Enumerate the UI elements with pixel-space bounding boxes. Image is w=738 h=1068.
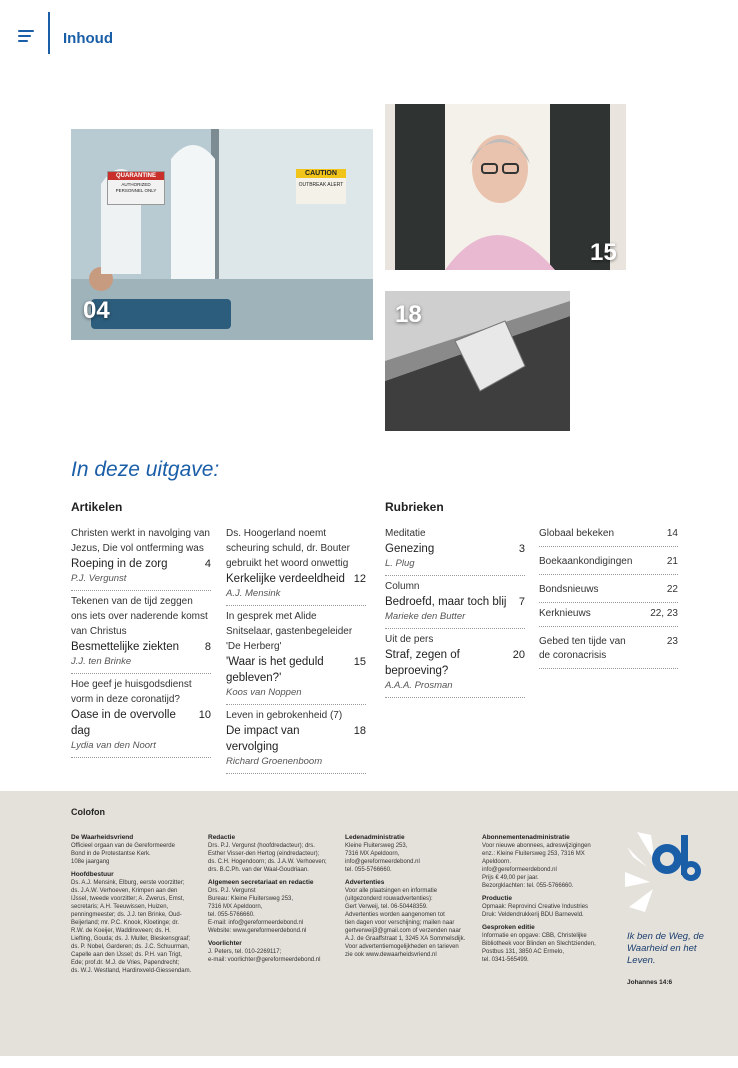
- entry-author: P.J. Vergunst: [71, 573, 127, 584]
- entry-page: 23: [666, 636, 678, 647]
- colophon: [0, 791, 738, 1056]
- entry-title: Bondsnieuws: [539, 584, 599, 595]
- entry-page: 7: [518, 596, 525, 608]
- entry-page: 22: [666, 584, 678, 595]
- colophon-title: Colofon: [71, 807, 105, 817]
- entry-intro: Hoe geef je huisgodsdienst vorm in deze coronatijd?: [71, 679, 192, 705]
- toc-entry[interactable]: [385, 523, 525, 576]
- colophon-heading: Redactie: [208, 834, 236, 841]
- colophon-heading: De Waarheidsvriend: [71, 834, 134, 841]
- entry-title: Boekaankondigingen: [539, 556, 633, 567]
- photo-page-number: 04: [83, 297, 110, 324]
- entry-page: 15: [353, 656, 366, 668]
- motto: Ik ben de Weg, de Waarheid en het Leven.: [627, 931, 704, 966]
- colophon-heading: Algemeen secretariaat en redactie: [208, 879, 314, 886]
- entry-title: Besmettelijke ziekten: [71, 641, 180, 653]
- entry-page: 14: [666, 528, 678, 539]
- entry-page: 20: [512, 649, 525, 661]
- entry-intro: Column: [385, 581, 420, 592]
- entry-title: Globaal bekeken: [539, 528, 615, 539]
- colophon-heading: Advertenties: [345, 879, 385, 886]
- issue-heading: In deze uitgave:: [71, 458, 220, 481]
- entry-author: Richard Groenenboom: [226, 756, 323, 767]
- page-title: Inhoud: [63, 30, 113, 47]
- entry-author: Marieke den Butter: [385, 611, 466, 622]
- colophon-heading: Ledenadministratie: [345, 834, 405, 841]
- entry-page: 3: [518, 543, 525, 555]
- colophon-heading: Voorlichter: [208, 940, 242, 947]
- toc-entry[interactable]: [539, 551, 678, 575]
- colophon-text: J. Peters, tel. 010-2269117; e-mail: voorlichter@gereformeerdebond.nl: [208, 949, 321, 963]
- entry-author: J.J. ten Brinke: [71, 656, 132, 667]
- colophon-text: Drs. P.J. Vergunst Bureau: Kleine Fluitersweg 253, 7316 MX Apeldoorn, tel. 055-5766660. E-mail: info@gereformeerdebond.nl Website: www.gereformeerdebond.nl: [208, 888, 307, 934]
- entry-author: Koos van Noppen: [226, 687, 302, 698]
- photo-article-04[interactable]: [71, 129, 373, 340]
- colophon-column-3: [345, 829, 475, 959]
- caution-sign: CAUTION OUTBREAK ALERT: [298, 170, 344, 188]
- entry-author: L. Plug: [385, 558, 415, 569]
- entry-title: Bedroefd, maar toch blij: [385, 596, 507, 608]
- toc-entry[interactable]: [539, 579, 678, 603]
- artikelen-column-2: [226, 523, 366, 774]
- entry-intro: Meditatie: [385, 528, 426, 539]
- artikelen-column-1: [71, 523, 211, 758]
- entry-title: Oase in de overvolle dag: [71, 709, 176, 737]
- toc-entry[interactable]: [71, 591, 211, 674]
- colophon-heading: Abonnementenadministratie: [482, 834, 570, 841]
- colophon-text: Officieel orgaan van de Gereformeerde Bond in de Protestantse Kerk. 108e jaargang: [71, 843, 175, 865]
- rubrieken-column-2: [539, 523, 678, 669]
- entry-title: Roeping in de zorg: [71, 558, 168, 570]
- colophon-heading: Hoofdbestuur: [71, 871, 114, 878]
- entry-page: 4: [204, 558, 211, 570]
- toc-entry[interactable]: [539, 523, 678, 547]
- rubrieken-column-1: [385, 523, 525, 698]
- toc-entry[interactable]: [71, 674, 211, 758]
- section-title-artikelen: Artikelen: [71, 500, 123, 514]
- toc-entry[interactable]: [539, 603, 678, 627]
- colophon-text: Voor alle plaatsingen en informatie (uitgezonderd rouwadvertenties): Gert Verweij, tel. 06-50448359. Advertenties worden aangenomen tot tien dagen voor verschijning; mailen naar gertverweij3@gmail.com of verzenden naar A.J. de Graaffstraat 1, 3245 XA Sommelsdijk. Voor advertentiemogelijkheden en tarieven zie ook www.dewaarheidsvriend.nl: [345, 888, 466, 958]
- entry-title: De impact van vervolging: [226, 725, 300, 753]
- quarantine-sign: QUARANTINE AUTHORIZED PERSONNEL ONLY: [107, 171, 165, 205]
- photo-article-18[interactable]: [385, 291, 570, 431]
- entry-intro: In gesprek met Alide Snitselaar, gastenbegeleider 'De Herberg': [226, 611, 353, 652]
- entry-intro: Ds. Hoogerland noemt scheuring schuld, dr. Bouter gebruikt het woord onwettig: [226, 528, 350, 569]
- toc-entry[interactable]: [226, 606, 366, 705]
- colophon-text: Informatie en opgave: CBB, Christelijke Bibliotheek voor Blinden en Slechtzienden, Postbus 131, 3850 AC Ermelo, tel. 0341-565499.: [482, 933, 596, 963]
- entry-intro: Uit de pers: [385, 634, 434, 645]
- toc-entry[interactable]: [71, 523, 211, 591]
- section-title-rubrieken: Rubrieken: [385, 500, 444, 514]
- hospital-illustration: [71, 129, 373, 340]
- entry-title: Kerkelijke verdeeldheid: [226, 573, 345, 585]
- colophon-text: Voor nieuwe abonnees, adreswijzigingen enz.: Kleine Fluitersweg 253, 7316 MX Apeldoorn. info@gereformeerdebond.nl Prijs € 49,00 per jaar. Bezorgklachten: tel. 055-5766660.: [482, 843, 591, 889]
- entry-title: Kerknieuws: [539, 608, 591, 619]
- entry-page: 8: [204, 641, 211, 653]
- entry-page: 18: [353, 725, 366, 737]
- entry-page: 10: [198, 709, 211, 721]
- gereformeerde-bond-logo: [625, 827, 705, 917]
- entry-author: A.J. Mensink: [226, 588, 281, 599]
- photo-page-number: 18: [395, 301, 422, 328]
- menu-icon[interactable]: [18, 30, 34, 46]
- entry-author: Lydia van den Noort: [71, 740, 156, 751]
- toc-entry[interactable]: [385, 629, 525, 698]
- colophon-heading: Gesproken editie: [482, 924, 535, 931]
- toc-entry[interactable]: [539, 631, 678, 669]
- entry-page: 12: [353, 573, 366, 585]
- colophon-column-4: [482, 829, 612, 964]
- entry-author: A.A.A. Prosman: [385, 680, 453, 691]
- toc-entry[interactable]: [226, 705, 366, 774]
- toc-entry[interactable]: [385, 576, 525, 629]
- colophon-column-1: [71, 829, 201, 975]
- entry-page: 21: [666, 556, 678, 567]
- colophon-text: Kleine Fluitersweg 253, 7316 MX Apeldoorn, info@gereformeerdebond.nl tel. 055-5766660.: [345, 843, 420, 873]
- entry-page: 22, 23: [650, 608, 678, 619]
- colophon-text: Ds. A.J. Mensink, Elburg, eerste voorzitter; ds. J.A.W. Verhoeven, Krimpen aan den IJssel, tweede voorzitter; A. Zwerus, Emst, secretaris; A.H. Teeuwissen, Huizen, penningmeester; ds. J.J. ten Brinke, Oud- Beijerland; mr. P.C. Knook, Kloetinge; dr. R.W. de Koeijer, Waddinxveen; ds. H. Liefting, Gouda; ds. J. Muller, Bleskensgraaf; ds. P. Nobel, Garderen; ds. J.C. Schuurman, Capelle aan den IJssel; ds. P.H. van Trigt, Ede; prof.dr. M.J. de Vries, Papendrecht; ds. W.J. Westland, Hardinxveld-Giessendam.: [71, 880, 192, 974]
- colophon-text: Opmaak: Reprovinci Creative Industries Druk: Veldendrukkerij BDU Barneveld.: [482, 904, 589, 918]
- photo-page-number: 15: [590, 239, 617, 266]
- entry-title: Gebed ten tijde van de coronacrisis: [539, 636, 626, 661]
- toc-entry[interactable]: [226, 523, 366, 606]
- photo-article-15[interactable]: [385, 104, 626, 270]
- top-bar: [0, 0, 738, 80]
- entry-intro: Tekenen van de tijd zeggen ons iets over naderende komst van Christus: [71, 596, 208, 637]
- entry-intro: Christen werkt in navolging van Jezus, Die vol ontferming was: [71, 528, 210, 554]
- colophon-text: Drs. P.J. Vergunst (hoofdredacteur); drs. Esther Visser-den Hertog (eindredacteur); ds. C.H. Hogendoorn; ds. J.A.W. Verhoeven; drs. B.C.Ph. van der Waal-Goudriaan.: [208, 843, 327, 873]
- entry-title: Genezing: [385, 543, 435, 555]
- header-divider: [48, 12, 50, 54]
- colophon-heading: Productie: [482, 895, 512, 902]
- entry-intro: Leven in gebrokenheid (7): [226, 710, 343, 721]
- entry-title: 'Waar is het geduld gebleven?': [226, 656, 324, 684]
- motto-reference: Johannes 14:6: [627, 979, 673, 986]
- entry-title: Straf, zegen of beproeving?: [385, 649, 460, 677]
- colophon-column-2: [208, 829, 338, 964]
